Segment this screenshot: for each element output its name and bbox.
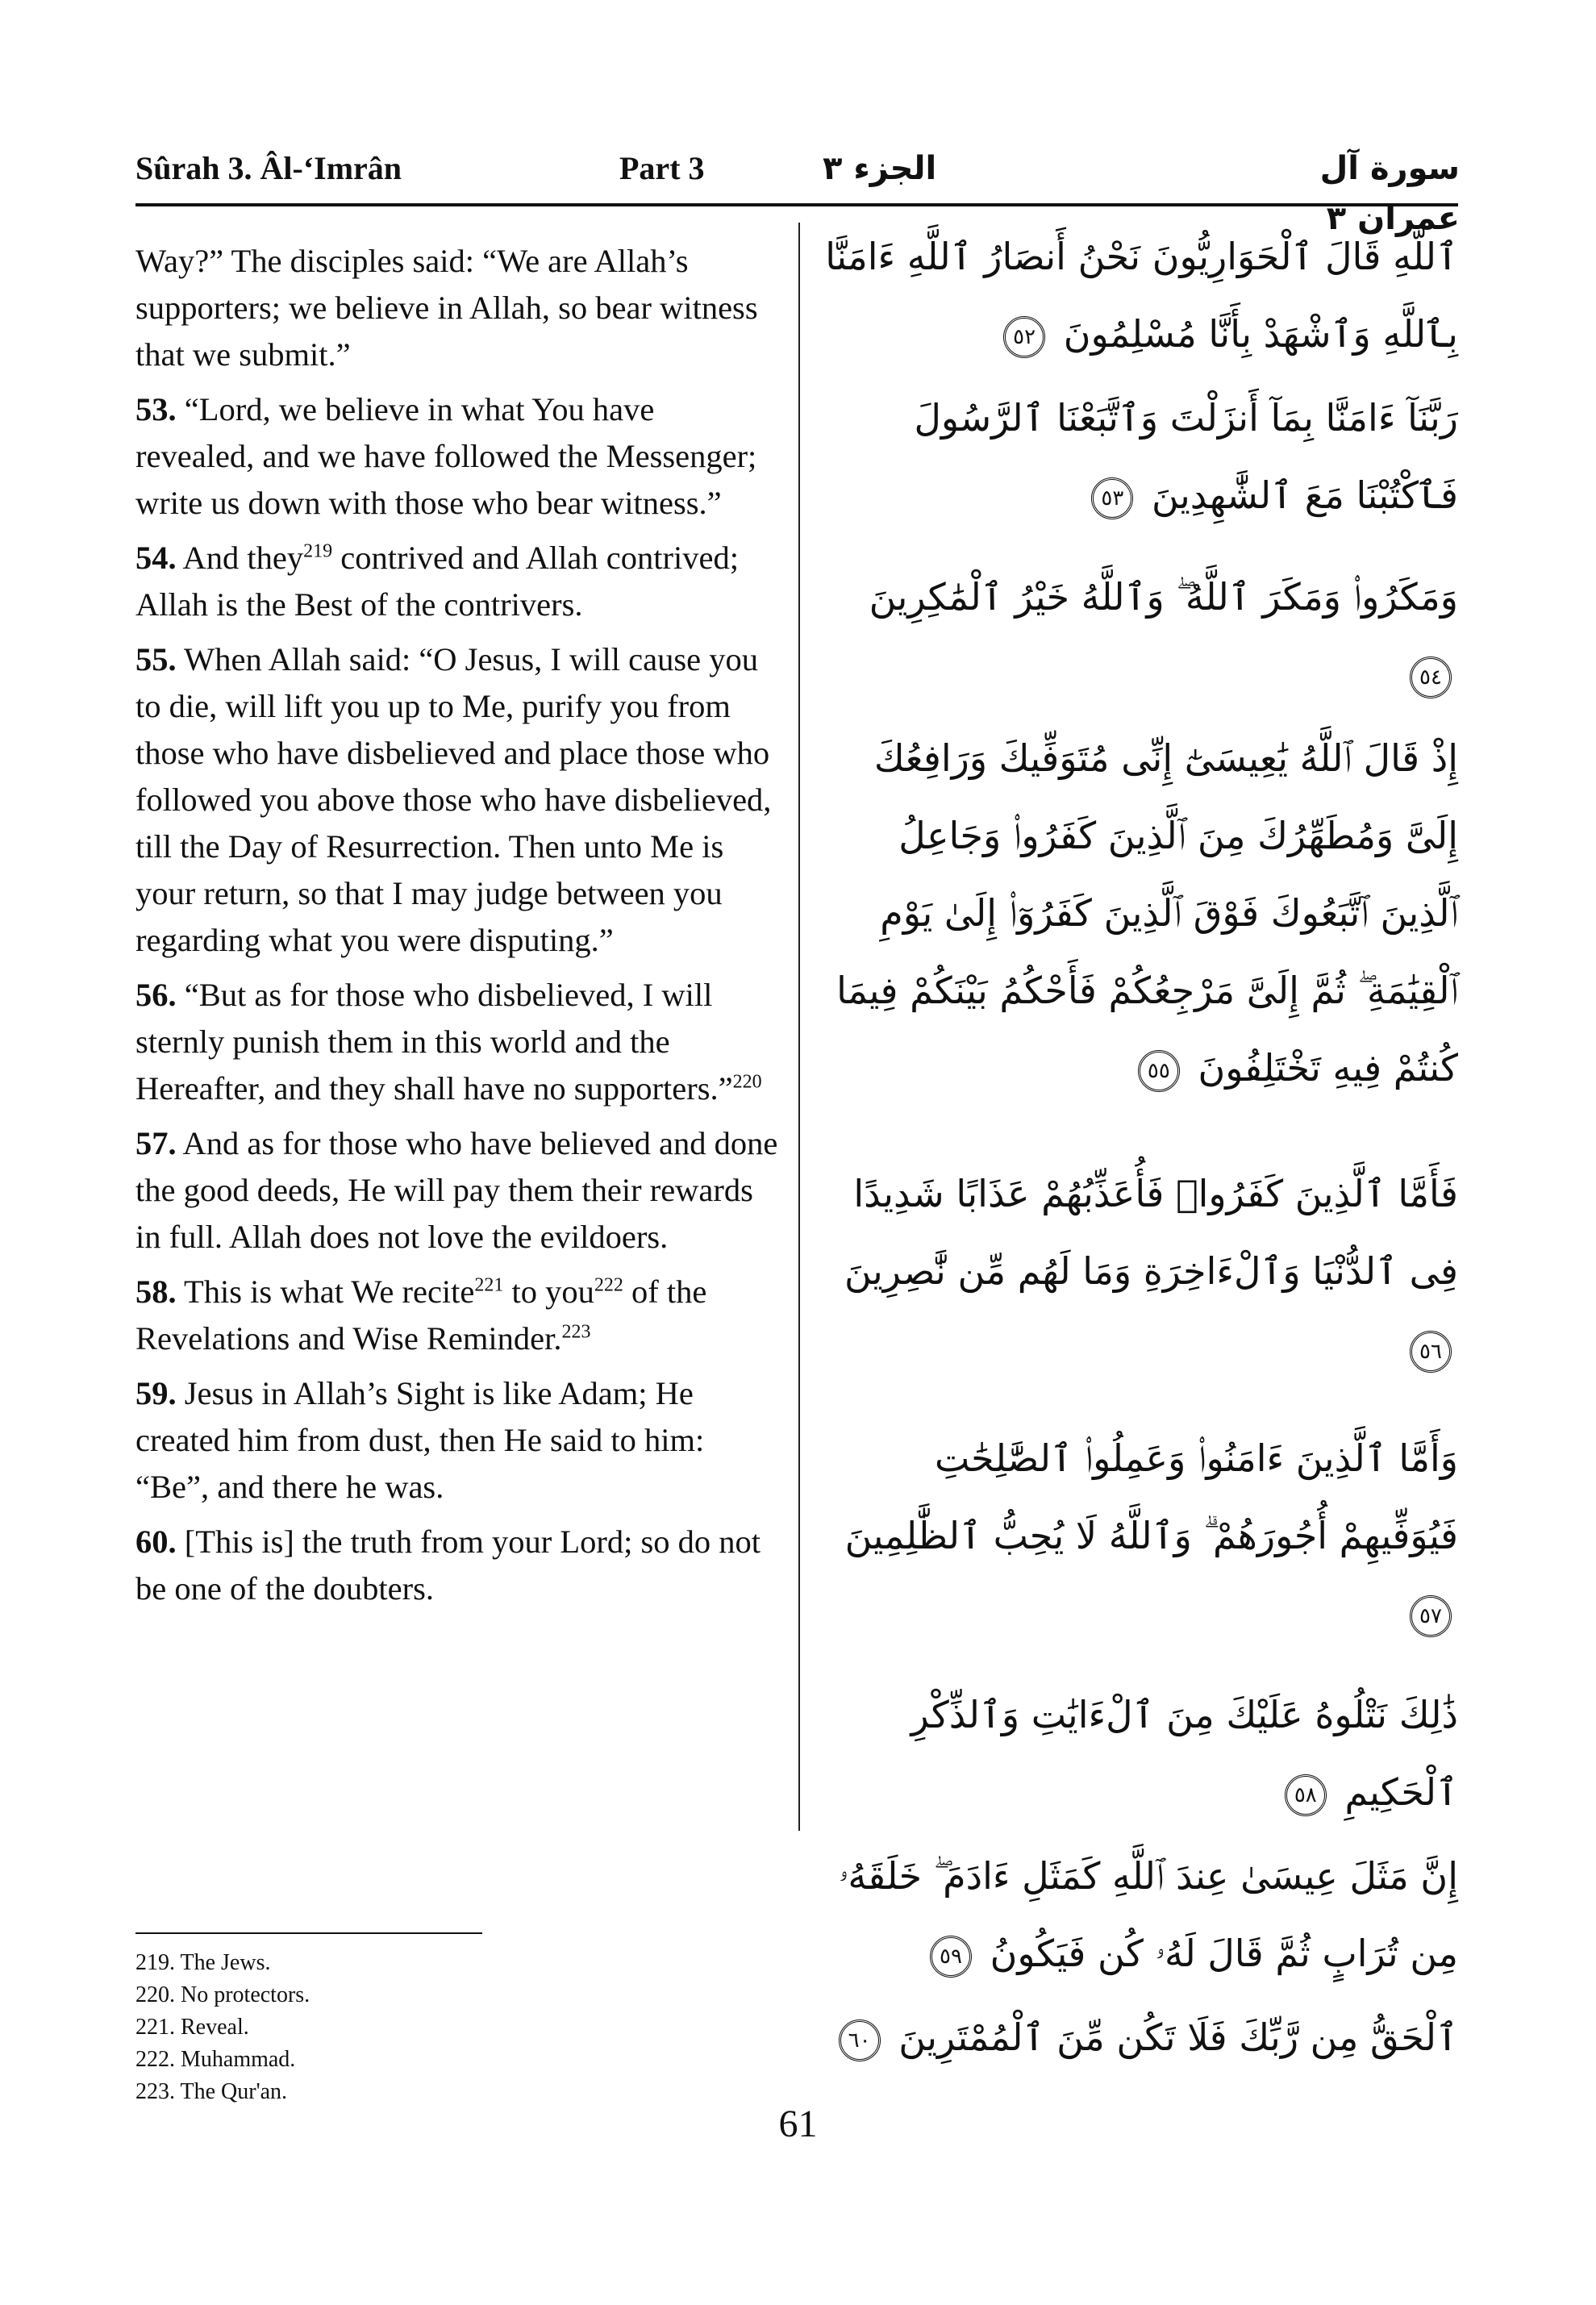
footnote: 220. No protectors. [135, 1982, 310, 2007]
verse-58: 58. This is what We recite$^{221}$ to you$^{222}$ of the Revelations and Wise Reminder.$^{223}$ [135, 1273, 707, 1357]
footnote-ref: 220 [732, 1071, 762, 1093]
header-surah-ar: سورة آل عمران ٣ [1319, 150, 1460, 237]
verse-55: 55. When Allah said: “O Jesus, I will cause you to die, will lift you up to Me, purify you from those who have disbelieved and place those who followed you above those who have disbelieved, till the Day of Resurrection. Then unto Me is your return, so that I may judge between you regarding what you were disputing.” [135, 641, 772, 958]
footnote-rule [135, 1932, 482, 1934]
header-surah-en: Sûrah 3. Âl-‘Imrân [135, 150, 402, 186]
arabic-verse-54: وَمَكَرُوا۟ وَمَكَرَ ٱللَّهُ ۖ وَٱللَّهُ خَيْرُ ٱلْمَٰكِرِينَ ٥٤ [815, 558, 1458, 713]
footnotes [135, 1947, 310, 2108]
footnote-ref: 223 [561, 1321, 591, 1343]
verse-end-marker: ٥٥ [1138, 1050, 1180, 1092]
verse-end-marker: ٥٧ [1410, 1595, 1452, 1637]
verse-56: 56. “But as for those who disbelieved, I will sternly punish them in this world and the Hereafter, and they shall have no supporters.”$^{220}$ [135, 977, 762, 1107]
column-divider [798, 223, 800, 1831]
footnote-ref: 221 [474, 1274, 504, 1296]
footnote-ref: 222 [594, 1274, 623, 1296]
verse-end-marker: ٥٤ [1410, 656, 1452, 698]
verse-end-marker: ٥٩ [930, 1936, 972, 1978]
header-part-en: Part 3 [619, 150, 705, 186]
arabic-column [815, 218, 1458, 2082]
footnote: 219. The Jews. [135, 1950, 271, 1975]
verse-57: 57. And as for those who have believed and done the good deeds, He will pay them their rewards in full. Allah does not love the evildoers. [135, 1125, 778, 1255]
verse-54: 54. And they$^{219}$ contrived and Allah contrived; Allah is the Best of the contrivers. [135, 540, 739, 623]
arabic-verse-58: ذَٰلِكَ نَتْلُوهُ عَلَيْكَ مِنَ ٱلْءَايَٰتِ وَٱلذِّكْرِ ٱلْحَكِيمِ ٥٨ [815, 1676, 1458, 1831]
header-rule [135, 203, 1458, 206]
verse-end-marker: ٥٨ [1285, 1774, 1327, 1816]
footnote: 223. The Qur'an. [135, 2079, 288, 2104]
footnote: 221. Reveal. [135, 2015, 249, 2040]
verse-59: 59. Jesus in Allah’s Sight is like Adam; He created him from dust, then He said to him: “Be”, and there he was. [135, 1375, 705, 1505]
verse-end-marker: ٥٦ [1410, 1331, 1452, 1373]
arabic-verse-59: إِنَّ مَثَلَ عِيسَىٰ عِندَ ٱللَّهِ كَمَثَلِ ءَادَمَ ۖ خَلَقَهُۥ مِن تُرَابٍ ثُمَّ قَالَ لَهُۥ كُن فَيَكُونُ ٥٩ [815, 1837, 1458, 1992]
translation-column [135, 238, 781, 1620]
verse-end-marker: ٥٢ [1003, 316, 1045, 358]
verse-53: 53. “Lord, we believe in what You have revealed, and we have followed the Messenger; write us down with those who bear witness.” [135, 391, 757, 521]
arabic-verse-57: وَأَمَّا ٱلَّذِينَ ءَامَنُوا۟ وَعَمِلُوا۟ ٱلصَّٰلِحَٰتِ فَيُوَفِّيهِمْ أُجُورَهُمْ ۗ وَٱللَّهُ لَا يُحِبُّ ٱلظَّٰلِمِينَ ٥٧ [815, 1419, 1458, 1652]
arabic-verse-56: فَأَمَّا ٱلَّذِينَ كَفَرُوا۟ فَأُعَذِّبُهُمْ عَذَابًا شَدِيدًا فِى ٱلدُّنْيَا وَٱلْءَاخِرَةِ وَمَا لَهُم مِّن نَّٰصِرِينَ ٥٦ [815, 1155, 1458, 1387]
arabic-verse-55: إِذْ قَالَ ٱللَّهُ يَٰعِيسَىٰٓ إِنِّى مُتَوَفِّيكَ وَرَافِعُكَ إِلَىَّ وَمُطَهِّرُكَ مِنَ ٱلَّذِينَ كَفَرُوا۟ وَجَاعِلُ ٱلَّذِينَ ٱتَّبَعُوكَ فَوْقَ ٱلَّذِينَ كَفَرُوٓا۟ إِلَىٰ يَوْمِ ٱلْقِيَٰمَةِ ۖ ثُمَّ إِلَىَّ مَرْجِعُكُمْ فَأَحْكُمُ بَيْنَكُمْ فِيمَا كُنتُمْ فِيهِ تَخْتَلِفُونَ ٥٥ [815, 719, 1458, 1107]
footnote: 222. Muhammad. [135, 2047, 296, 2072]
verse-52-continuation: Way?” The disciples said: “We are Allah’s supporters; we believe in Allah, so bear witness that we submit.” [135, 243, 758, 373]
arabic-verse-52: ٱللَّهِ قَالَ ٱلْحَوَارِيُّونَ نَحْنُ أَنصَارُ ٱللَّهِ ءَامَنَّا بِٱللَّهِ وَٱشْهَدْ بِأَنَّا مُسْلِمُونَ ٥٢ [815, 218, 1458, 373]
footnote-ref: 219 [303, 540, 333, 562]
header-part-ar: الجزء ٣ [823, 150, 937, 187]
arabic-verse-53: رَبَّنَآ ءَامَنَّا بِمَآ أَنزَلْتَ وَٱتَّبَعْنَا ٱلرَّسُولَ فَٱكْتُبْنَا مَعَ ٱلشَّٰهِدِينَ ٥٣ [815, 379, 1458, 534]
verse-60: 60. [This is] the truth from your Lord; so do not be one of the doubters. [135, 1523, 761, 1607]
arabic-verse-60: ٱلْحَقُّ مِن رَّبِّكَ فَلَا تَكُن مِّنَ ٱلْمُمْتَرِينَ ٦٠ [815, 1999, 1458, 2076]
page-number: 61 [778, 2103, 818, 2145]
verse-end-marker: ٥٣ [1091, 477, 1133, 519]
verse-end-marker: ٦٠ [839, 2019, 881, 2061]
